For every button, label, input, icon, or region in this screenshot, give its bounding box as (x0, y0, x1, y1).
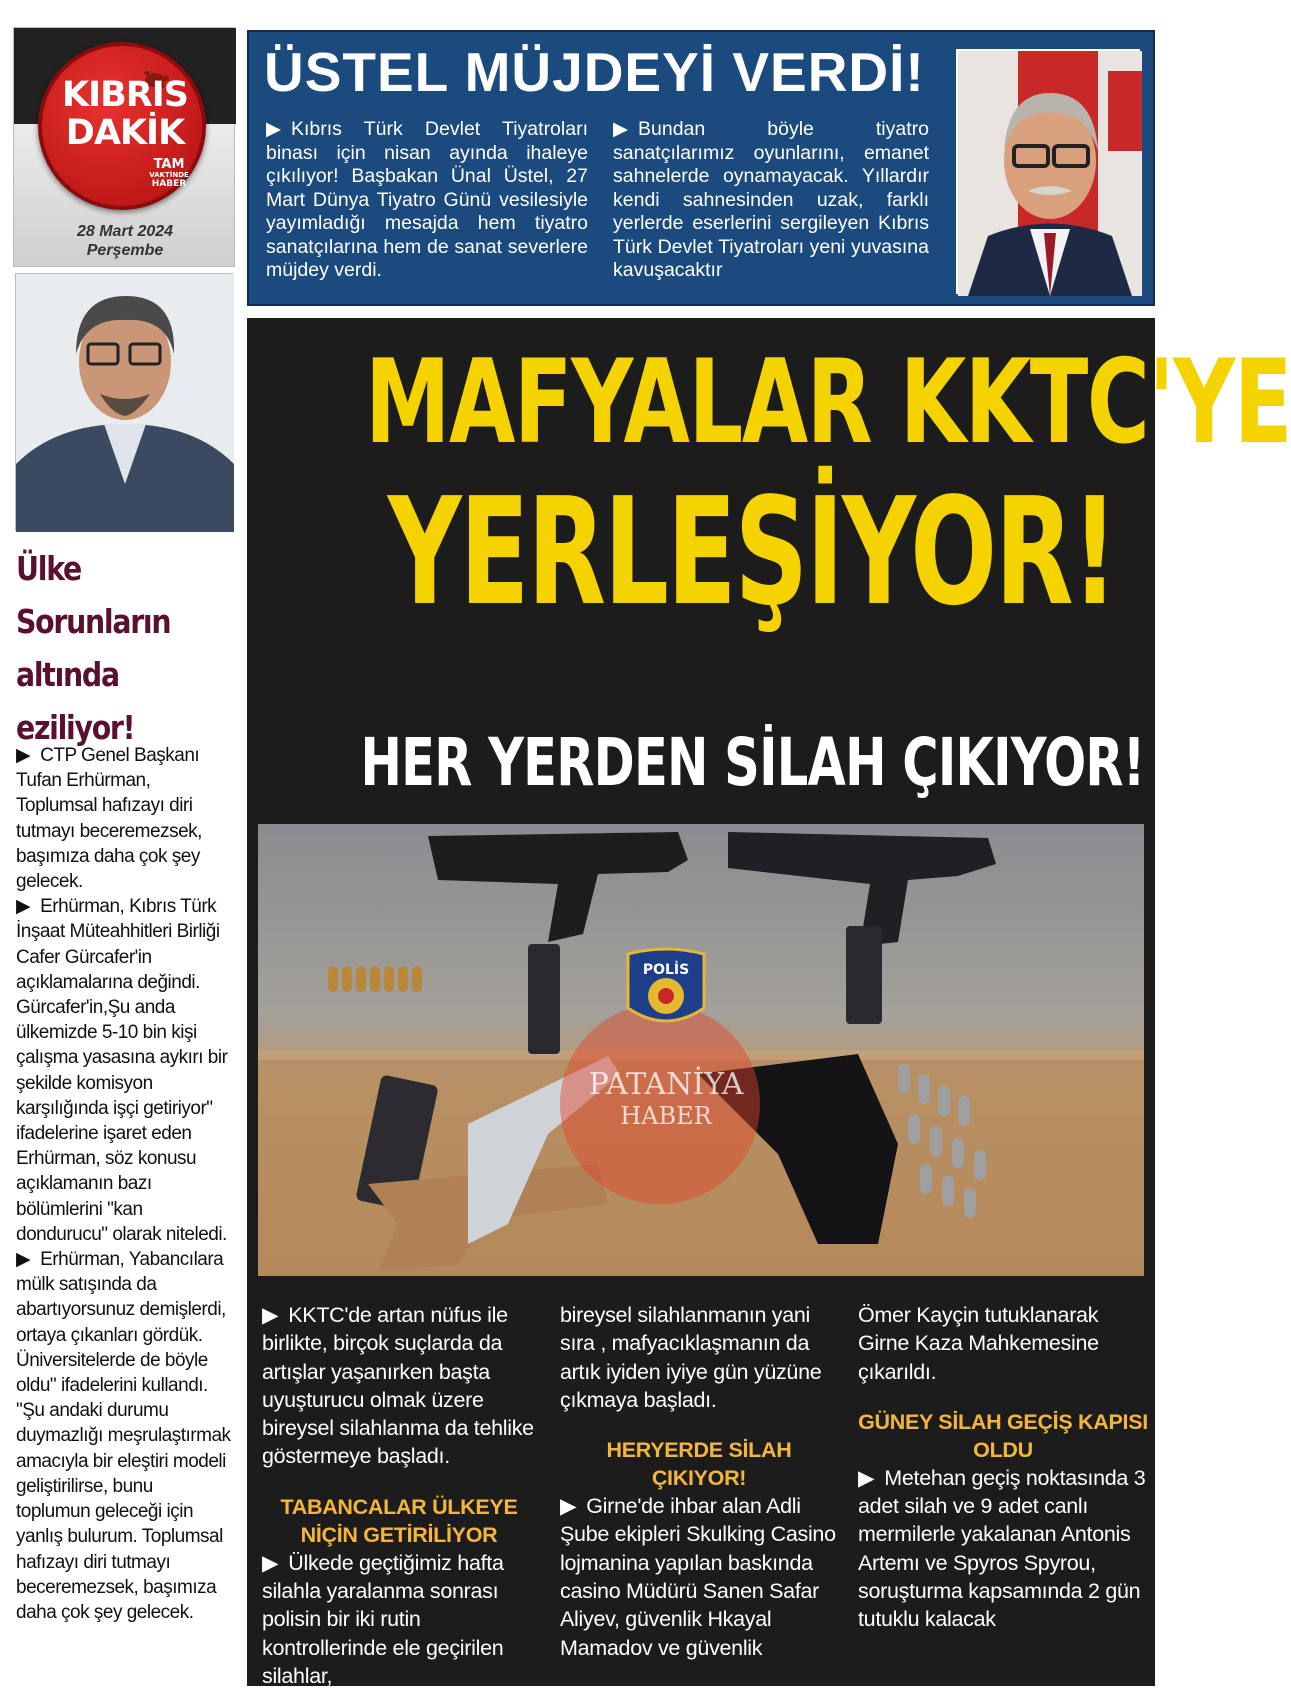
section-subhead: TABANCALAR ÜLKEYE NİÇİN GETİRİLİYOR (280, 1494, 518, 1547)
logo-tagline (144, 158, 194, 189)
right-triangle-icon: ▶ (262, 1550, 279, 1575)
left-story-body (16, 743, 231, 1625)
paragraph-text: KKTC'de artan nüfus ile birlikte, birçok suçlarda da artışlar yaşanırken başta uyuşturucu olmak üzere bireysel silahlanma da tehlike göstermeye başladı. (262, 1303, 534, 1469)
issue-date (14, 222, 236, 260)
left-story-headline[interactable] (16, 542, 231, 754)
top-story-photo[interactable] (956, 49, 1140, 294)
right-triangle-icon: ▶ (16, 1249, 31, 1271)
paragraph-text: bireysel silahlanmanın yani sıra , mafyacıklaşmanın da artık iyiden iyiye gün yüzüne çıkmaya başladı. (560, 1303, 822, 1412)
paragraph-text: Ömer Kayçin tutuklanarak Girne Kaza Mahkemesine çıkarıldı. (858, 1303, 1099, 1384)
top-story-column-1 (266, 118, 588, 283)
logo-tag-mid: VAKTİNDE (149, 171, 189, 179)
paragraph-text: Girne'de ihbar alan Adli Şube ekipleri Skulking Casino lojmanina yapılan baskında casino Müdürü Sanen Safar Aliyev, güvenlik Hkayal Mamadov ve güvenlik (560, 1494, 836, 1660)
right-triangle-icon: ▶ (560, 1494, 577, 1519)
paragraph-text: Metehan geçiş noktasında 3 adet silah ve 9 adet canlı mermilerle yakalanan Antonis Artemı ve Spyros Spyrou, soruşturma kapsamında 2 gün tutuklu kalacak (858, 1465, 1146, 1632)
left-headline-line2: Sorunların (16, 602, 171, 641)
left-story-photo[interactable] (15, 273, 233, 531)
left-paragraph (16, 894, 231, 1247)
logo-name-line1: KIBRIS (61, 75, 188, 115)
right-triangle-icon: ▶ (613, 118, 628, 140)
top-story-text-2: Bundan böyle tiyatro sanatçılarımız oyunlarını, emanet sahnelerde oynamayacak. Yıllardır kendi sahnesinden uzak, farklı yerlerde eserlerini sergileyen Kıbrıs Türk Devlet Tiyatroları yeni yuvasına kavuşacaktır (613, 118, 929, 281)
top-story-text-1: Kıbrıs Türk Devlet Tiyatroları binası için nisan ayında ihaleye çıkılıyor! Başbakan Ünal Üstel, 27 Mart Dünya Tiyatro Günü vesilesiyle yayımladığı mesajda hem tiyatro sanatçılarına hem de sanat severlere müjdey verdi. (266, 118, 588, 281)
top-story-column-2 (613, 118, 929, 283)
main-story-column-3 (858, 1301, 1148, 1634)
police-badge-icon (628, 949, 704, 1021)
right-triangle-icon: ▶ (16, 896, 31, 918)
weekday-text: Perşembe (86, 242, 164, 259)
main-story (247, 318, 1291, 1688)
left-paragraph (16, 1247, 231, 1625)
paragraph (262, 1549, 536, 1690)
logo-tag-top: TAM (153, 157, 185, 172)
left-paragraph (16, 743, 231, 894)
photo-badge-label: POLİS (642, 962, 690, 978)
main-story-column-2 (560, 1301, 838, 1662)
left-headline-line3: altında (16, 655, 119, 694)
top-story (247, 30, 1155, 306)
section-subhead: GÜNEY SİLAH GEÇİŞ KAPISI OLDU (858, 1409, 1148, 1462)
masthead (13, 27, 235, 267)
main-headline-line2[interactable]: YERLEŞİYOR! (387, 466, 1117, 638)
top-story-headline[interactable]: ÜSTEL MÜJDEYİ VERDİ! (264, 41, 925, 103)
portrait-illustration (16, 274, 234, 532)
left-headline-line4: eziliyor! (16, 708, 135, 747)
left-paragraph-text: Erhürman, Yabancılara mülk satışında da abartıyorsunuz demişlerdi, ortaya çıkanları gördük. Üniversitelerde de böyle oldu" ifadelerini kullandı. "Şu andaki durumu duymazlığı meşrulaştırmak amacıyla bir eleştiri modeli geliştirilirse, bunu toplumun geleceği için yanlış bulurum. Toplumsal hafızayı diri tutmayı beceremezsek, başımıza daha çok şey gelecek. (16, 1249, 231, 1623)
date-text: 28 Mart 2024 (76, 223, 174, 240)
right-triangle-icon: ▶ (858, 1465, 875, 1490)
paragraph (560, 1301, 838, 1414)
photo-watermark-line1: PATANİYA (588, 1067, 744, 1102)
seized-weapons-illustration (258, 824, 1144, 1276)
right-triangle-icon: ▶ (262, 1303, 279, 1327)
left-paragraph-text: Erhürman, Kıbrıs Türk İnşaat Müteahhitleri Birliği Cafer Gürcafer'in açıklamalarına değindi. Gürcafer'in,Şu anda ülkemizde 5-10 bin kişi çalışma yasasına aykırı bir şekilde komisyon karşılığında işçi getiriyor" ifadelerine işaret eden Erhürman, söz konusu açıklamanın bazı bölümlerini "kan dondurucu" olarak niteledi. (16, 896, 228, 1245)
photo-watermark-line2: HABER (620, 1102, 712, 1130)
paragraph-text: Ülkede geçtiğimiz hafta silahla yaralanma sonrası polisin bir iki rutin kontrollerinde ele geçirilen silahlar, (262, 1550, 504, 1688)
main-subheadline[interactable]: HER YERDEN SİLAH ÇIKIYOR! (360, 724, 1145, 801)
left-headline-line1: Ülke (16, 549, 81, 588)
left-paragraph-text: CTP Genel Başkanı Tufan Erhürman, Toplumsal hafızayı diri tutmayı beceremezsek, başımıza daha çok şey gelecek. (16, 745, 202, 893)
paragraph (560, 1492, 838, 1662)
right-triangle-icon: ▶ (266, 118, 281, 140)
main-story-photo[interactable] (258, 824, 1144, 1276)
section-subhead: HERYERDE SİLAH ÇIKIYOR! (606, 1438, 792, 1491)
logo-name-line2: DAKİK (65, 113, 185, 153)
main-headline-line1[interactable]: MAFYALAR KKTC'YE (365, 335, 1291, 470)
main-story-column-1 (262, 1301, 536, 1690)
portrait-illustration (958, 51, 1142, 296)
logo-tag-bottom: HABER (151, 179, 187, 189)
paragraph (262, 1301, 536, 1471)
right-triangle-icon: ▶ (16, 745, 31, 766)
paragraph (858, 1464, 1148, 1634)
logo-name (40, 76, 210, 152)
paragraph (858, 1301, 1148, 1386)
